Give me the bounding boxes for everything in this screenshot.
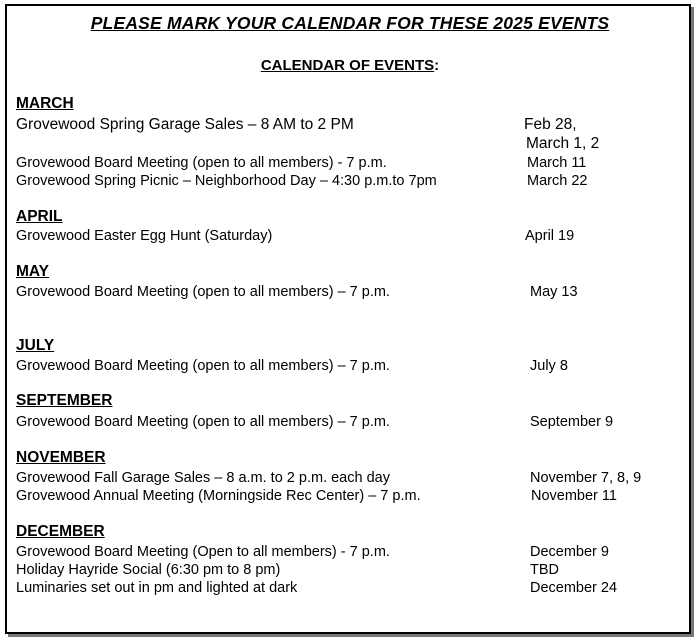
event-date: March 11 — [527, 155, 587, 171]
event-date: July 8 — [530, 358, 568, 374]
event-name: Grovewood Spring Garage Sales – 8 AM to 2 PM — [16, 116, 354, 133]
month-heading-july: JULY — [16, 337, 55, 354]
event-name: Luminaries set out in pm and lighted at dark — [16, 580, 298, 596]
event-name: Grovewood Fall Garage Sales – 8 a.m. to 2 p.m. each day — [16, 470, 390, 486]
calendar-heading — [7, 57, 693, 74]
month-heading-march: MARCH — [16, 95, 74, 112]
event-name: Grovewood Board Meeting (open to all members) – 7 p.m. — [16, 414, 390, 430]
month-heading-september: SEPTEMBER — [16, 392, 113, 409]
event-date: April 19 — [525, 228, 575, 244]
event-name: Grovewood Board Meeting (open to all members) - 7 p.m. — [16, 155, 387, 171]
event-name: Grovewood Board Meeting (open to all members) – 7 p.m. — [16, 284, 390, 300]
event-date: TBD — [530, 562, 559, 578]
event-date: December 24 — [530, 580, 618, 596]
month-heading-november: NOVEMBER — [16, 449, 106, 466]
event-date: March 1, 2 — [526, 135, 600, 152]
event-name: Grovewood Board Meeting (open to all members) – 7 p.m. — [16, 358, 390, 374]
event-date: September 9 — [530, 414, 614, 430]
event-date: Feb 28, — [524, 116, 577, 133]
month-heading-april: APRIL — [16, 208, 63, 225]
event-date: December 9 — [530, 544, 609, 560]
event-date: March 22 — [527, 173, 588, 189]
page-title: PLEASE MARK YOUR CALENDAR FOR THESE 2025 EVENTS — [90, 13, 610, 33]
event-name: Holiday Hayride Social (6:30 pm to 8 pm) — [16, 562, 281, 578]
event-name: Grovewood Annual Meeting (Morningside Rec Center) – 7 p.m. — [16, 488, 421, 504]
calendar-heading-text: CALENDAR OF EVENTS — [260, 57, 435, 74]
event-name: Grovewood Easter Egg Hunt (Saturday) — [16, 228, 273, 244]
event-date: November 11 — [531, 488, 617, 504]
event-name: Grovewood Spring Picnic – Neighborhood Day – 4:30 p.m.to 7pm — [16, 173, 437, 189]
month-heading-may: MAY — [16, 263, 50, 280]
calendar-heading-colon: : — [434, 57, 440, 74]
calendar-frame — [5, 4, 691, 634]
event-name: Grovewood Board Meeting (Open to all members) - 7 p.m. — [16, 544, 390, 560]
month-heading-december: DECEMBER — [16, 523, 105, 540]
event-date: May 13 — [530, 284, 578, 300]
event-date: November 7, 8, 9 — [530, 470, 642, 486]
